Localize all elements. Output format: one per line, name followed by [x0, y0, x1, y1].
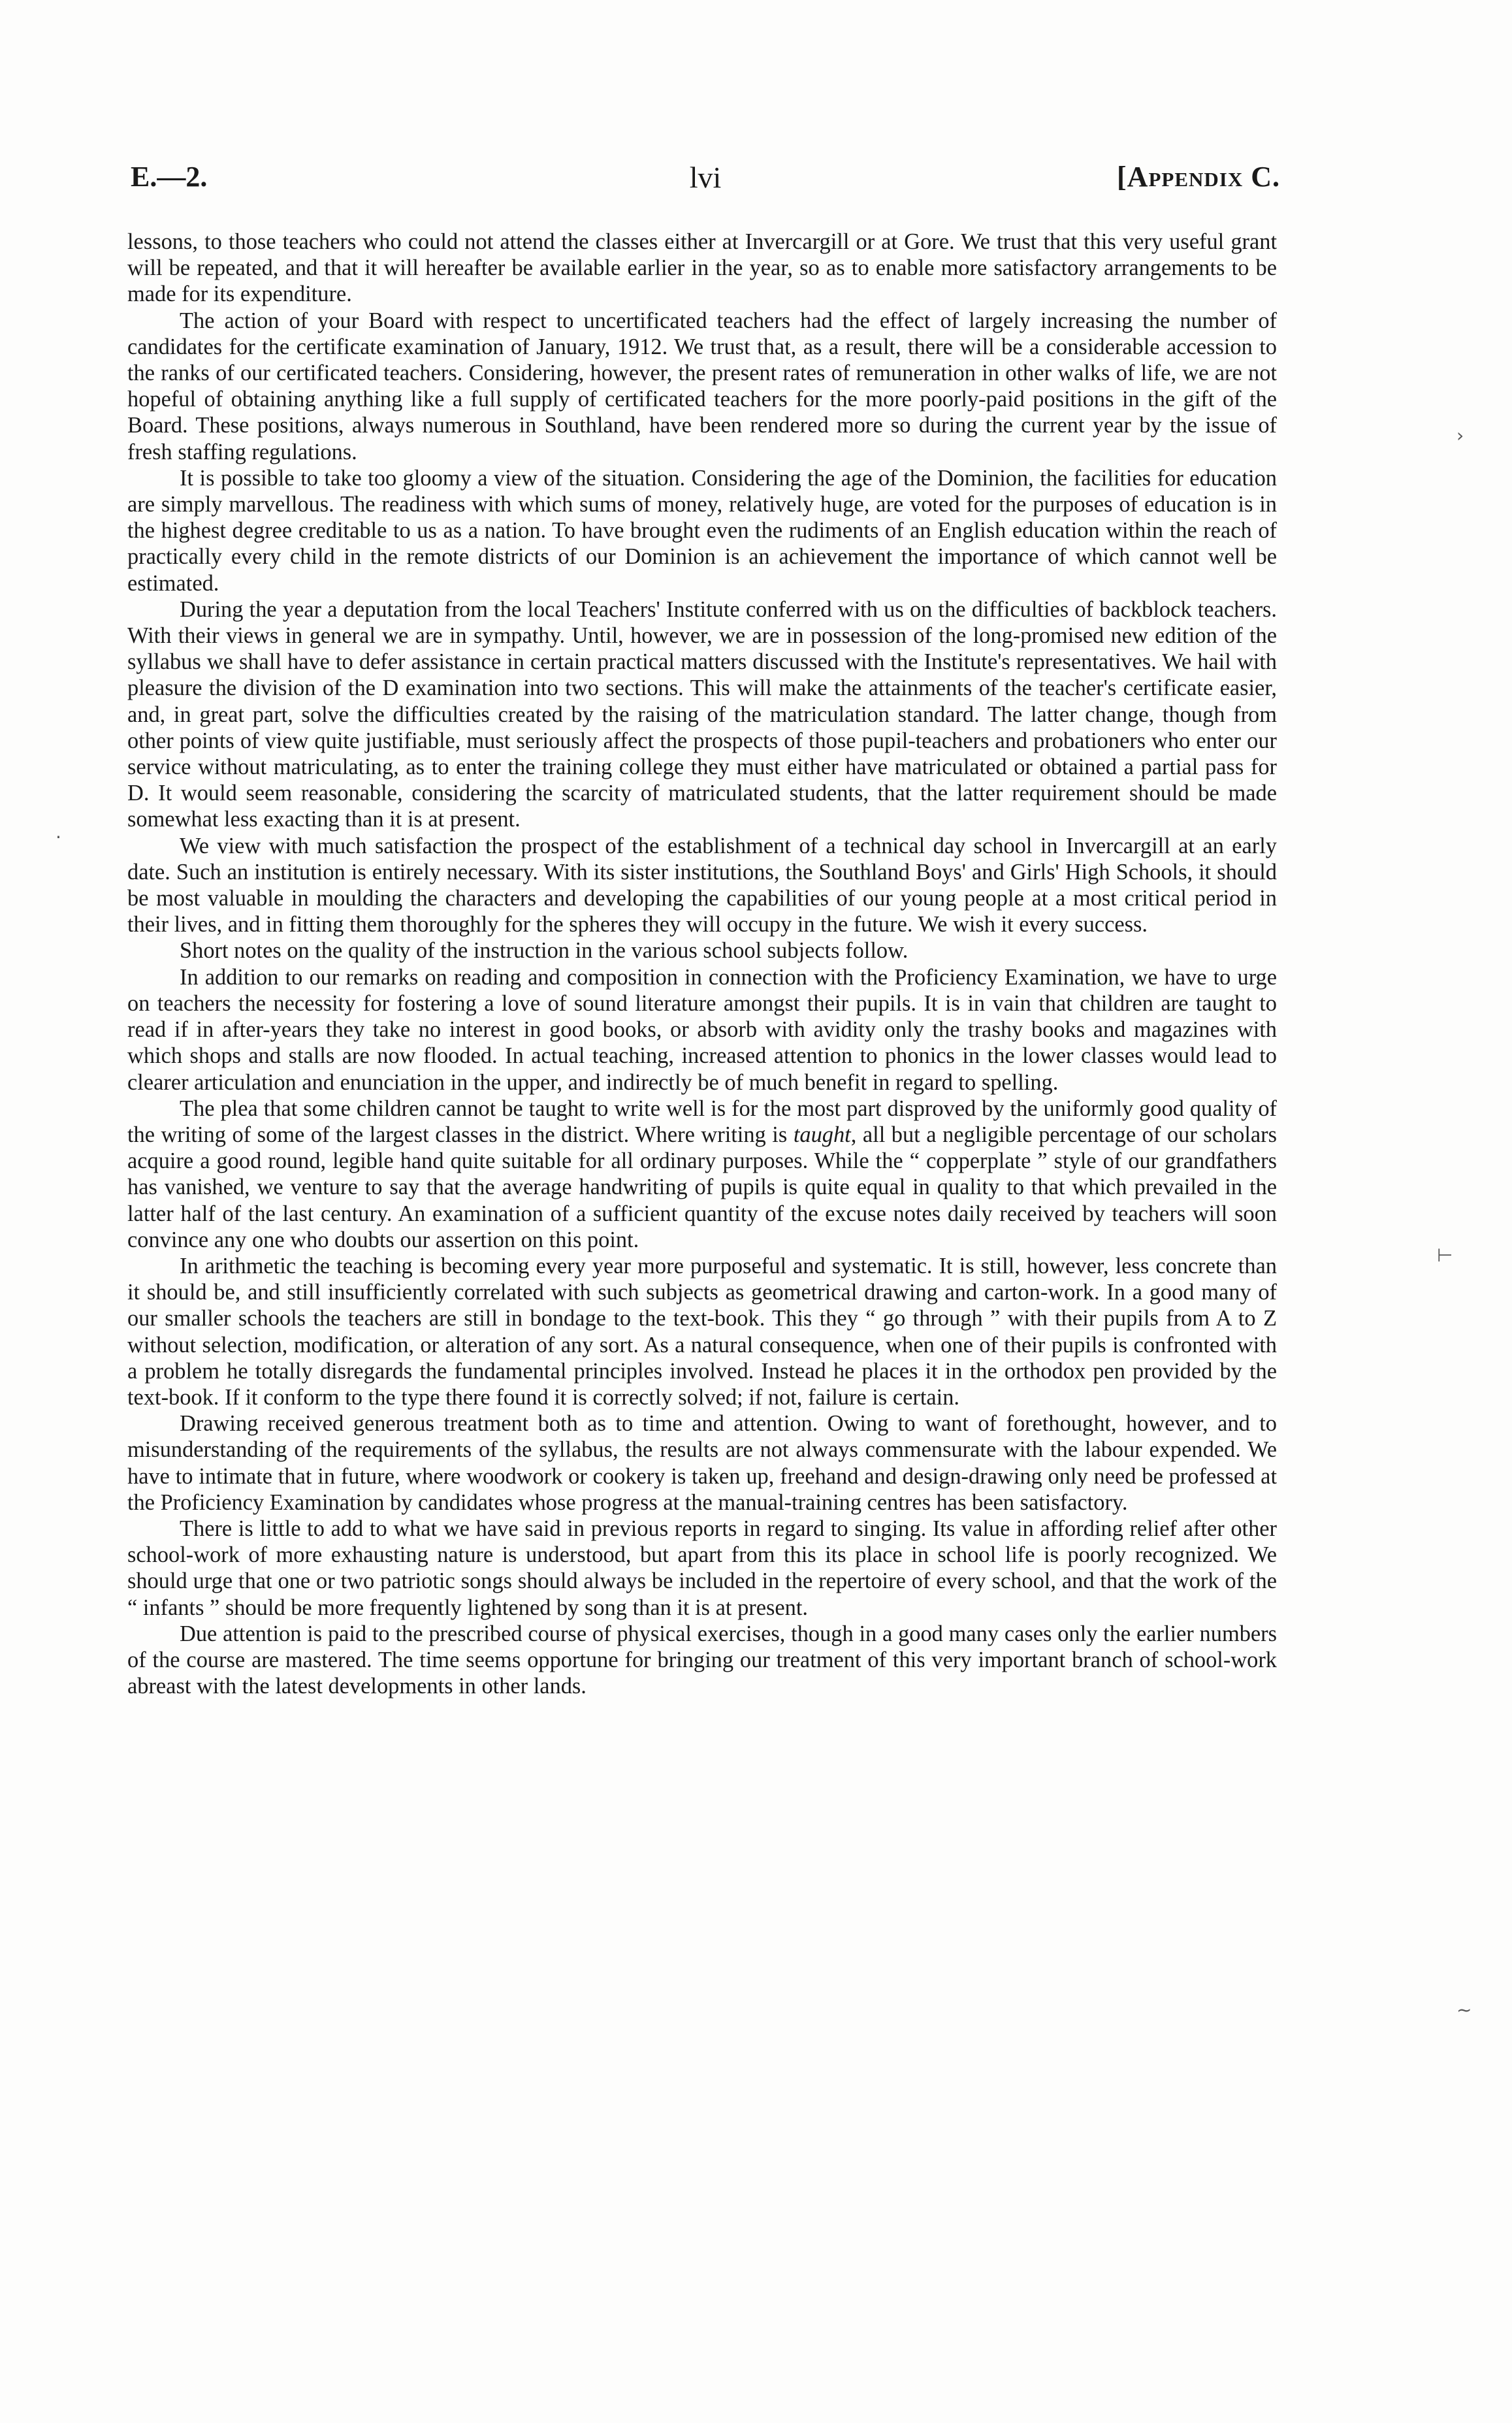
writing-emphasis: taught	[793, 1122, 851, 1147]
margin-scan-mark: ⊢	[1437, 1244, 1453, 1266]
page-header	[131, 160, 1280, 212]
paragraph-technical-school: We view with much satisfaction the prospect of the establishment of a technical day school in Invercargill at an early date. Such an institution is entirely necessary. With its sister institutions, the Southland Boys' and Girls' High Schools, it should be most valuable in moulding the characters and developing the capabilities of our young people at a most critical period in their lives, and in fitting them thoroughly for the spheres they will occupy in the future. We wish it every success.	[127, 833, 1277, 937]
margin-scan-mark: ›	[1456, 425, 1464, 446]
margin-scan-mark: ~	[1456, 1999, 1472, 2021]
writing-text-after: , all but a negligible percentage of our scholars acquire a good round, legible hand quite suitable for all ordinary purposes. While the “ copperplate ” style of our grandfathers has vanished, we venture to say that the average handwriting of pupils is quite equal in quality to that which prevailed in the latter half of the last century. An examination of a sufficient quantity of the excuse notes daily received by teachers will soon convince any one who doubts our assertion on this point.	[127, 1122, 1277, 1252]
writing-text-before: The plea that some children cannot be taught to write well is for the most part disproved by the uniformly good quality of the writing of some of the largest classes in the district. Where writing is	[127, 1096, 1277, 1147]
paragraph-situation-view: It is possible to take too gloomy a view of the situation. Considering the age of the Dominion, the facilities for education are simply marvellous. The readiness with which sums of money, relatively huge, are voted for the purposes of education is in the highest degree creditable to us as a nation. To have brought even the rudiments of an English education within the reach of practically every child in the remote districts of our Dominion is an achievement the importance of which cannot well be estimated.	[127, 465, 1277, 596]
paragraph-arithmetic: In arithmetic the teaching is becoming every year more purposeful and systematic. It is still, however, less concrete than it should be, and still insufficiently correlated with such subjects as geometrical drawing and carton-work. In a good many of our smaller schools the teachers are still in bondage to the text-book. This they “ go through ” with their pupils from A to Z without selection, modification, or alteration of any sort. As a natural consequence, when one of their pupils is confronted with a problem he totally disregards the fundamental principles involved. Instead he places it in the orthodox pen provided by the text-book. If it conform to the type there found it is correctly solved; if not, failure is certain.	[127, 1253, 1277, 1410]
margin-scan-mark: ·	[56, 826, 61, 848]
paragraph-physical-exercises: Due attention is paid to the prescribed course of physical exercises, though in a good many cases only the earlier numbers of the course are mastered. The time seems opportune for bringing our treatment of this very important branch of school-work abreast with the latest developments in other lands.	[127, 1621, 1277, 1699]
paragraph-short-notes: Short notes on the quality of the instruction in the various school subjects follow.	[180, 938, 909, 964]
paragraph-teachers-institute: During the year a deputation from the local Teachers' Institute conferred with us on the difficulties of backblock teachers. With their views in general we are in sympathy. Until, however, we are in possession of the long-promised new edition of the syllabus we shall have to defer assistance in certain practical matters discussed with the Institute's representatives. We hail with pleasure the division of the D examination into two sections. This will make the attainments of the teacher's certificate easier, and, in great part, solve the difficulties created by the raising of the matriculation standard. The latter change, though from other points of view quite justifiable, must seriously affect the prospects of those pupil-teachers and probationers who enter our service without matriculating, as to enter the training college they must either have matriculated or obtained a partial pass for D. It would seem reasonable, considering the scarcity of matriculated students, that the latter requirement should be made somewhat less exacting than it is at present.	[127, 596, 1277, 832]
paragraph-writing	[127, 1096, 1277, 1253]
header-page-number: lvi	[689, 161, 722, 194]
paragraph-grant-lessons: lessons, to those teachers who could not attend the classes either at Invercargill or at Gore. We trust that this very useful grant will be repeated, and that it will hereafter be available earlier in the year, so as to enable more satisfactory arrangements to be made for its expenditure.	[127, 229, 1277, 307]
header-appendix-label: [Appendix C.	[1117, 161, 1280, 193]
paragraph-singing: There is little to add to what we have said in previous reports in regard to singing. Its value in affording relief after other school-work of more exhausting nature is understood, but apart from this its place in school life is poorly recognized. We should urge that one or two patriotic songs should always be included in the repertoire of every school, and that the work of the “ infants ” should be more frequently lightened by song than it is at present.	[127, 1516, 1277, 1620]
paragraph-uncertificated-teachers: The action of your Board with respect to uncertificated teachers had the effect of largely increasing the number of candidates for the certificate examination of January, 1912. We trust that, as a result, there will be a considerable accession to the ranks of our certificated teachers. Considering, however, the present rates of remuneration in other walks of life, we are not hopeful of obtaining anything like a full supply of certificated teachers for the more poorly-paid positions in the gift of the Board. These positions, always numerous in Southland, have been rendered more so during the current year by the issue of fresh staffing regulations.	[127, 308, 1277, 464]
paragraph-reading-literature: In addition to our remarks on reading and composition in connection with the Proficiency Examination, we have to urge on teachers the necessity for fostering a love of sound literature amongst their pupils. It is in vain that children are taught to read if in after-years they take no interest in good books, or absorb with avidity only the trashy books and magazines with which shops and stalls are now flooded. In actual teaching, increased attention to phonics in the lower classes would lead to clearer articulation and enunciation in the upper, and indirectly be of much benefit in regard to spelling.	[127, 964, 1277, 1095]
report-body	[127, 229, 1277, 1699]
header-document-code: E.—2.	[131, 161, 208, 193]
paragraph-drawing: Drawing received generous treatment both as to time and attention. Owing to want of forethought, however, and to misunderstanding of the requirements of the syllabus, the results are not always commensurate with the labour expended. We have to intimate that in future, where woodwork or cookery is taken up, freehand and design-drawing only need be professed at the Proficiency Examination by candidates whose progress at the manual-training centres has been satisfactory.	[127, 1411, 1277, 1515]
